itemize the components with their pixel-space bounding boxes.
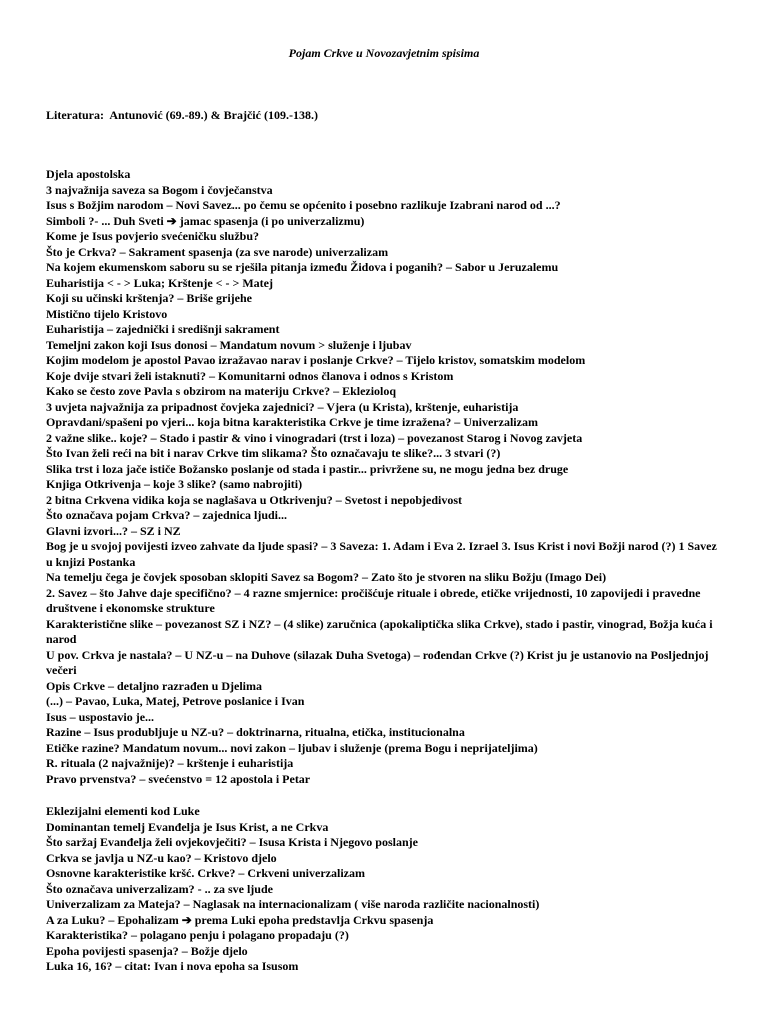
text-line: Kojim modelom je apostol Pavao izražavao narav i poslanje Crkve? – Tijelo kristov, somatskim modelom xyxy=(46,353,586,367)
text-line: Euharistija – zajednički i središnji sakrament xyxy=(46,322,280,336)
text-line: Pravo prvenstva? – svećenstvo = 12 apostola i Petar xyxy=(46,771,311,786)
text-line: Etičke razine? Mandatum novum... novi zakon – ljubav i služenje (prema Bogu i neprijateljima) xyxy=(46,740,538,755)
text-line: Opis Crkve – detaljno razrađen u Djelima xyxy=(46,678,262,693)
text-line: 2. Savez – što Jahve daje specifično? – 4 razne smjernice: pročišćuje rituale i obrede, etičke vrijednosti, 10 zapovijedi i pravedne društvene i ekonomske strukture xyxy=(46,585,701,615)
text-line: 2 važne slike.. koje? – Stado i pastir & vino i vinogradari (trst i loza) – povezanost Starog i Novog zavjeta xyxy=(46,430,583,445)
text-line: 3 najvažnija saveza sa Bogom i čovječanstva xyxy=(46,182,273,197)
text-line: Isus – uspostavio je... xyxy=(46,709,155,724)
text-line: Univerzalizam za Mateja? – Naglasak na internacionalizam ( više naroda različite nacionalnosti) xyxy=(46,897,540,911)
text-line: Što Ivan želi reći na bit i narav Crkve tim slikama? Što označavaju te slike?... 3 stvari (?) xyxy=(46,446,501,460)
text-line: Osnovne karakteristike kršć. Crkve? – Crkveni univerzalizam xyxy=(46,866,365,880)
text-line: Dominantan temelj Evanđelja je Isus Krist, a ne Crkva xyxy=(46,819,329,834)
text-line: Što saržaj Evanđelja želi ovjekovječiti? – Isusa Krista i Njegovo poslanje xyxy=(46,835,418,849)
text-line: Glavni izvori...? – SZ i NZ xyxy=(46,523,181,538)
text-line: Razine – Isus produbljuje u NZ-u? – doktrinarna, ritualna, etička, institucionalna xyxy=(46,725,465,739)
text-line: Koje dvije stvari želi istaknuti? – Komunitarni odnos članova i odnos s Kristom xyxy=(46,368,454,383)
text-line: Što označava pojam Crkva? – zajednica ljudi... xyxy=(46,508,287,522)
text-line: Bog je u svojoj povijesti izveo zahvate da ljude spasi? – 3 Saveza: 1. Adam i Eva 2. Izrael 3. Isus Krist i novi Božji narod (?) 1 Savez u knjizi Postanka xyxy=(46,539,717,569)
section-djela-apostolska xyxy=(46,167,726,787)
text-line: Djela apostolska xyxy=(46,167,131,181)
text-line: Crkva se javlja u NZ-u kao? – Kristovo djelo xyxy=(46,850,277,865)
text-line: Mistično tijelo Kristovo xyxy=(46,306,168,321)
text-line: (...) – Pavao, Luka, Matej, Petrove poslanice i Ivan xyxy=(46,694,305,708)
text-line: 2 bitna Crkvena vidika koja se naglašava u Otkrivenju? – Svetost i nepobjedivost xyxy=(46,492,463,507)
text-line: Luka 16, 16? – citat: Ivan i nova epoha sa Isusom xyxy=(46,959,299,973)
text-line: Knjiga Otkrivenja – koje 3 slike? (samo nabrojiti) xyxy=(46,477,303,491)
text-line: Kako se često zove Pavla s obzirom na materiju Crkve? – Eklezioloq xyxy=(46,384,397,398)
text-line: Karakteristične slike – povezanost SZ i NZ? – (4 slike) zaručnica (apokaliptička slika Crkve), stado i pastir, vinograd, Božja kuća i narod xyxy=(46,616,713,646)
text-line: Na kojem ekumenskom saboru su se rješila pitanja između Židova i poganih? – Sabor u Jeruzalemu xyxy=(46,260,559,274)
text-line: Temeljni zakon koji Isus donosi – Mandatum novum > služenje i ljubav xyxy=(46,337,412,352)
text-line: Isus s Božjim narodom – Novi Savez... po čemu se općenito i posebno razlikuje Izabrani narod od ...? xyxy=(46,198,561,212)
text-line: U pov. Crkva je nastala? – U NZ-u – na Duhove (silazak Duha Svetoga) – rođendan Crkve (?) Krist ju je ustanovio na Posljednjoj večeri xyxy=(46,647,709,677)
text-line: A za Luku? – Epohalizam ➔ prema Luki epoha predstavlja Crkvu spasenja xyxy=(46,912,434,927)
text-line: Euharistija < - > Luka; Krštenje < - > Matej xyxy=(46,275,273,290)
text-line: Epoha povijesti spasenja? – Božje djelo xyxy=(46,943,248,958)
text-line: Koji su učinski krštenja? – Briše grijehe xyxy=(46,291,252,305)
text-line: Simboli ?- ... Duh Sveti ➔ jamac spasenja (i po univerzalizmu) xyxy=(46,213,365,228)
text-line: Kome je Isus povjerio svećeničku službu? xyxy=(46,229,259,243)
text-line: Što označava univerzalizam? - .. za sve ljude xyxy=(46,881,273,896)
text-line: Na temelju čega je čovjek sposoban sklopiti Savez sa Bogom? – Zato što je stvoren na sliku Božju (Imago Dei) xyxy=(46,570,607,584)
text-line: R. rituala (2 najvažnije)? – krštenje i euharistija xyxy=(46,756,294,770)
literatura-line: Literatura: Antunović (69.-89.) & Brajčić (109.-138.) xyxy=(46,108,318,122)
section-eklezijalni-elementi xyxy=(46,804,726,975)
text-line: 3 uvjeta najvažnija za pripadnost čovjeka zajednici? – Vjera (u Krista), krštenje, euharistija xyxy=(46,399,519,414)
text-line: Eklezijalni elementi kod Luke xyxy=(46,804,200,818)
text-line: Slika trst i loza jače ističe Božansko poslanje od stada i pastir... privržene su, ne mogu jedna bez druge xyxy=(46,461,569,476)
text-line: Što je Crkva? – Sakrament spasenja (za sve narode) univerzalizam xyxy=(46,244,389,259)
document-title: Pojam Crkve u Novozavjetnim spisima xyxy=(288,46,480,60)
text-line: Opravdani/spašeni po vjeri... koja bitna karakteristika Crkve je time izražena? – Univerzalizam xyxy=(46,415,538,429)
text-line: Karakteristika? – polagano penju i polagano propadaju (?) xyxy=(46,928,349,942)
